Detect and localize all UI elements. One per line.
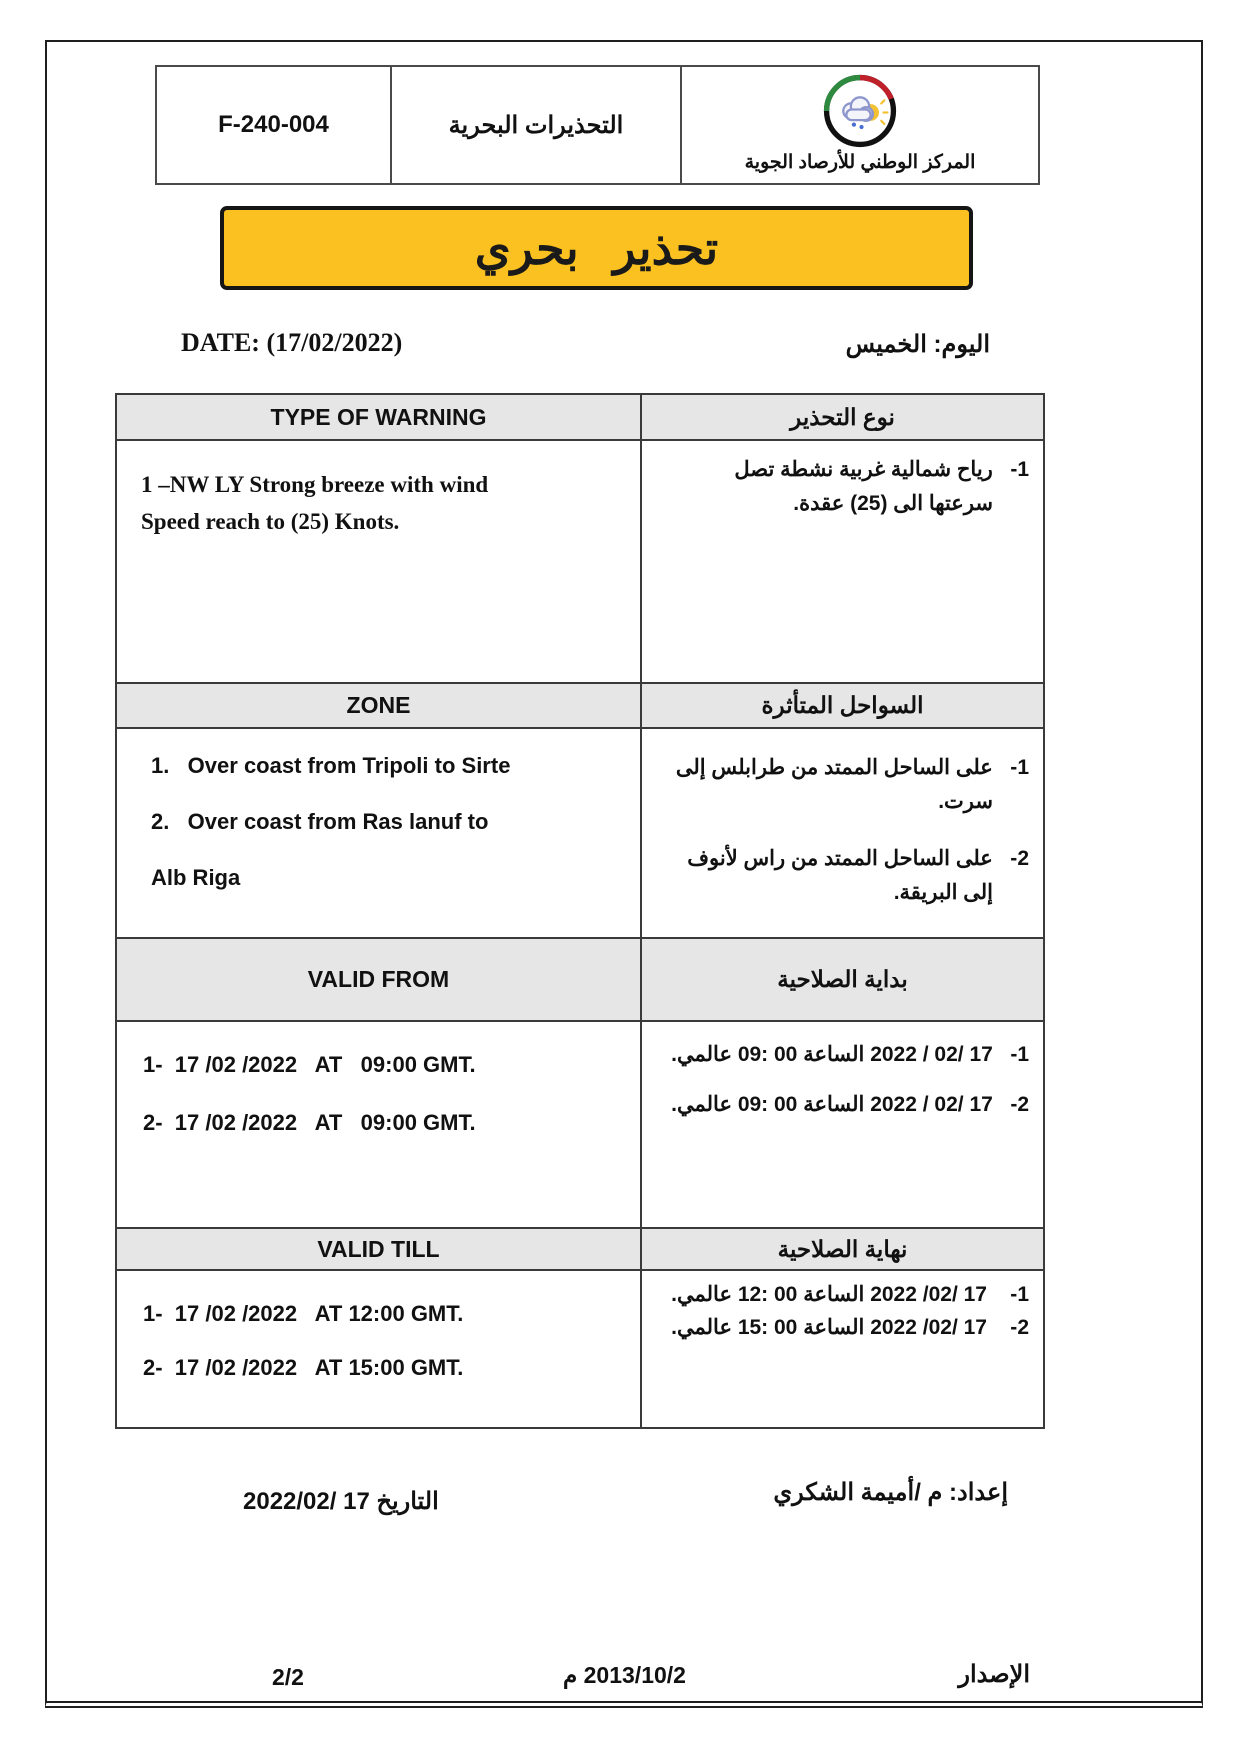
valid-till-item-1: 1- 17 /02 /2022 AT 12:00 GMT. xyxy=(143,1301,464,1326)
valid-from-list-en xyxy=(117,1022,642,1227)
zone-item-2: 2. Over coast from Ras lanuf to xyxy=(151,809,489,834)
org-name: المركز الوطني للأرصاد الجوية xyxy=(744,152,976,173)
valid-till-list-en xyxy=(117,1271,642,1427)
type-of-warning-body-row xyxy=(117,439,1043,682)
type-of-warning-header-ar: نوع التحذير xyxy=(790,403,895,430)
valid-from-item-1: 1- 17 /02 /2022 AT 09:00 GMT. xyxy=(143,1052,476,1077)
issue-label: الإصدار xyxy=(958,1661,1030,1688)
type-of-warning-text-ar xyxy=(642,441,1043,682)
valid-till-item-ar-2: 2- 17 /02/ 2022 الساعة 00 :15 عالمي. xyxy=(671,1315,1029,1339)
day-arabic: اليوم: الخميس xyxy=(845,331,990,358)
form-code: F-240-004 xyxy=(157,67,392,183)
org-header-cell xyxy=(682,67,1038,183)
valid-till-item-ar-1: 1- 17 /02/ 2022 الساعة 00 :12 عالمي. xyxy=(671,1283,1029,1306)
valid-from-list-ar xyxy=(642,1022,1043,1227)
valid-from-body-row xyxy=(117,1020,1043,1227)
valid-from-item-ar-1: 1- 17 /02 / 2022 الساعة 00 :09 عالمي. xyxy=(671,1043,1029,1066)
valid-from-header-en: VALID FROM xyxy=(117,939,642,1020)
valid-from-item-ar-2: 2- 17 /02 / 2022 الساعة 00 :09 عالمي. xyxy=(671,1092,1029,1116)
valid-from-header-row xyxy=(117,937,1043,1020)
zone-item-1: 1. Over coast from Tripoli to Sirte xyxy=(151,753,511,778)
doc-type-title: التحذيرات البحرية xyxy=(392,67,682,183)
warning-line-2: Speed reach to (25) Knots. xyxy=(141,508,400,534)
zone-header-row xyxy=(117,682,1043,727)
type-of-warning-header-row xyxy=(117,395,1043,439)
valid-till-item-2: 2- 17 /02 /2022 AT 15:00 GMT. xyxy=(143,1355,464,1380)
warning-banner-title: تحذير بحري xyxy=(474,222,719,274)
zone-item-ar-1: 1- على الساحل الممتد من طرابلس إلى سرت. xyxy=(675,756,1029,813)
type-of-warning-header-en: TYPE OF WARNING xyxy=(117,395,642,439)
zone-item-ar-2: 2- على الساحل الممتد من راس لأنوف إلى البريقة. xyxy=(687,847,1029,904)
valid-till-header-en: VALID TILL xyxy=(117,1229,642,1269)
warning-item-ar: 1- رياح شمالية غربية نشطة تصل سرعتها الى (25) عقدة. xyxy=(734,458,1029,515)
page-number: 2/2 xyxy=(272,1664,304,1690)
zone-list-en xyxy=(117,729,642,937)
valid-from-item-2: 2- 17 /02 /2022 AT 09:00 GMT. xyxy=(143,1110,476,1135)
zone-body-row xyxy=(117,727,1043,937)
footer-date: التاريخ 17 /2022/02 xyxy=(243,1488,439,1515)
zone-header-ar: السواحل المتأثرة xyxy=(761,692,924,718)
zone-header-en: ZONE xyxy=(117,684,642,727)
valid-till-body-row xyxy=(117,1269,1043,1427)
date-english: DATE: (17/02/2022) xyxy=(181,328,403,357)
zone-list-ar xyxy=(642,729,1043,937)
valid-till-header-row xyxy=(117,1227,1043,1269)
issue-date: 2013/10/2 م xyxy=(563,1662,686,1688)
warning-details-table xyxy=(115,393,1045,1429)
valid-till-list-ar xyxy=(642,1271,1043,1427)
warning-banner xyxy=(220,206,973,290)
type-of-warning-text-en xyxy=(117,441,642,682)
form-header-table xyxy=(155,65,1040,185)
zone-item-3: Alb Riga xyxy=(151,865,241,890)
prepared-by: إعداد: م /أميمة الشكري xyxy=(773,1479,1008,1506)
valid-from-header-ar: بداية الصلاحية xyxy=(777,966,908,992)
warning-line-1: 1 –NW LY Strong breeze with wind xyxy=(141,472,489,497)
valid-till-header-ar: نهاية الصلاحية xyxy=(777,1235,908,1262)
cloud-sun-weather-logo-icon xyxy=(822,73,898,149)
